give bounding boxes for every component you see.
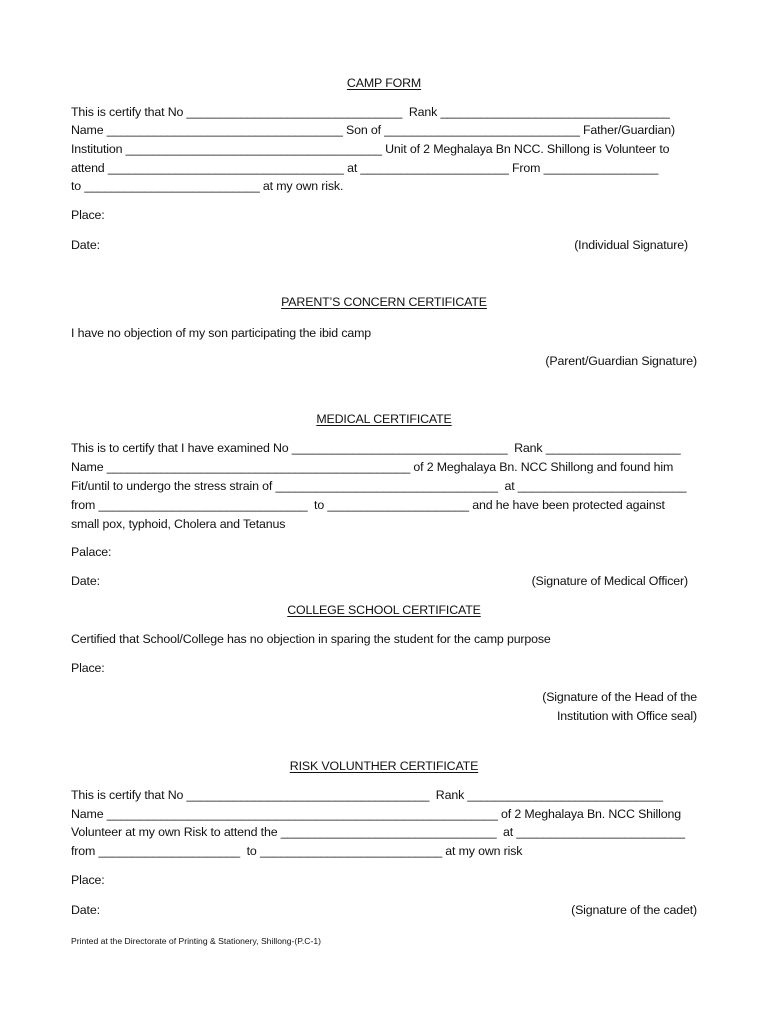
risk-place-label: Place: [71, 873, 105, 887]
college-place-label: Place: [71, 661, 105, 675]
risk-date-label: Date: [71, 903, 100, 917]
medical-line-4: from _______________________________ to _____________________ and he have been protected against [71, 498, 665, 512]
individual-signature-label: (Individual Signature) [574, 238, 688, 252]
camp-form-line-5: to __________________________ at my own risk. [71, 179, 344, 193]
camp-form-date-label: Date: [71, 238, 100, 252]
medical-line-2: Name _____________________________________________ of 2 Meghalaya Bn. NCC Shillong and found him [71, 460, 674, 474]
medical-certificate-title: MEDICAL CERTIFICATE [316, 412, 452, 426]
head-signature-label-line-2: Institution with Office seal) [556, 709, 697, 723]
risk-line-1: This is certify that No ____________________________________ Rank _____________________________ [71, 788, 663, 802]
medical-line-5: small pox, typhoid, Cholera and Tetanus [71, 517, 286, 531]
risk-line-4: from _____________________ to ___________________________ at my own risk [71, 844, 523, 858]
camp-form-title: CAMP FORM [346, 76, 422, 90]
medical-place-label: Palace: [71, 545, 112, 559]
camp-form-line-1: This is certify that No ________________________________ Rank __________________________________ [71, 105, 670, 119]
medical-line-3: Fit/until to undergo the stress strain of _________________________________ at _________________________ [71, 479, 687, 493]
risk-certificate-title: RISK VOLUNTHER CERTIFICATE [289, 759, 479, 773]
college-certificate-title: COLLEGE SCHOOL CERTIFICATE [287, 603, 481, 617]
parents-certificate-text: I have no objection of my son participating the ibid camp [71, 326, 372, 340]
parent-signature-label: (Parent/Guardian Signature) [545, 354, 697, 368]
parents-certificate-title: PARENT’S CONCERN CERTIFICATE [281, 295, 487, 309]
risk-line-3: Volunteer at my own Risk to attend the ________________________________ at _________________________ [71, 825, 685, 839]
camp-form-place-label: Place: [71, 208, 105, 222]
medical-line-1: This is to certify that I have examined No ________________________________ Rank ____________________ [71, 441, 681, 455]
printer-footer: Printed at the Directorate of Printing & Stationery, Shillong-(P.C-1) [71, 936, 321, 946]
college-certificate-text: Certified that School/College has no objection in sparing the student for the camp purpose [71, 632, 551, 646]
camp-form-line-2: Name ___________________________________ Son of _____________________________ Father/Guardian) [71, 123, 675, 137]
head-signature-label-line-1: (Signature of the Head of the [542, 690, 697, 704]
medical-officer-signature-label: (Signature of Medical Officer) [531, 574, 688, 588]
cadet-signature-label: (Signature of the cadet) [571, 903, 697, 917]
camp-form-line-3: Institution ______________________________________ Unit of 2 Meghalaya Bn NCC. Shillong is Volunteer to [71, 142, 670, 156]
risk-line-2: Name __________________________________________________________ of 2 Meghalaya Bn. NCC Shillong [71, 807, 681, 821]
camp-form-line-4: attend ___________________________________ at ______________________ From _________________ [71, 161, 659, 175]
medical-date-label: Date: [71, 574, 100, 588]
